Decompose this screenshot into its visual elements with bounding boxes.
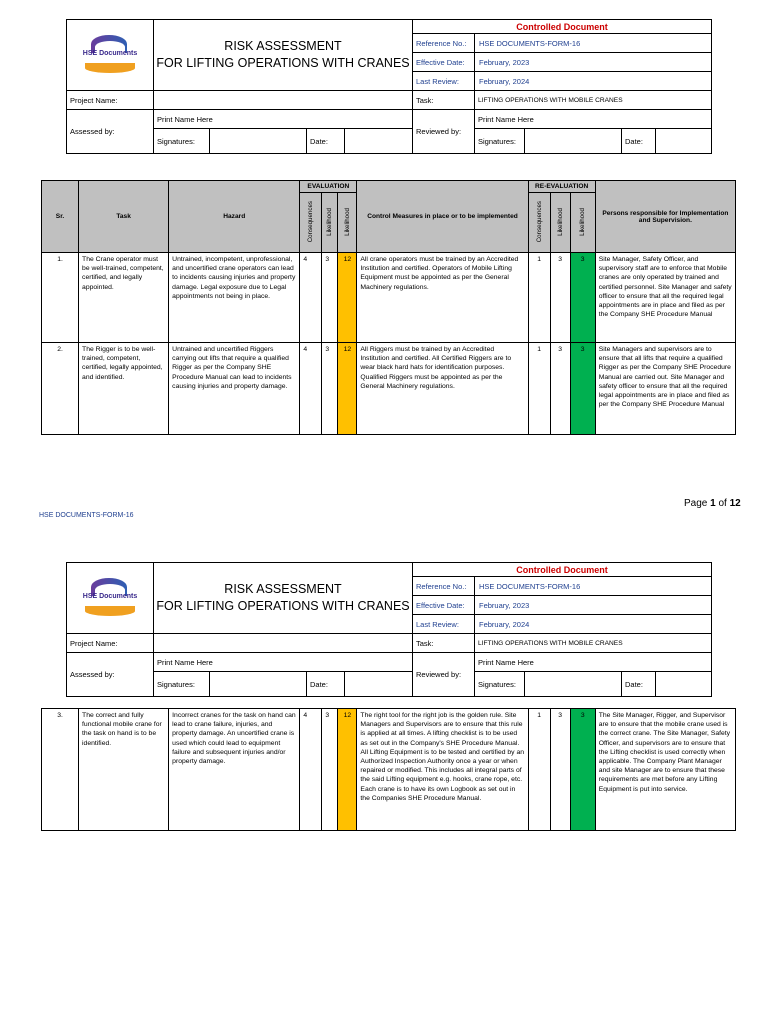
task-label: Task: <box>413 634 475 653</box>
re-evaluation-header: RE-EVALUATION <box>528 181 595 193</box>
consequences-header: Consequences <box>300 193 322 253</box>
risk-table <box>41 708 736 831</box>
document-header <box>66 562 712 697</box>
evaluation-header: EVALUATION <box>300 181 357 193</box>
reference-value: HSE DOCUMENTS-FORM-16 <box>475 34 712 53</box>
assessed-sign-row <box>154 129 413 154</box>
residual-risk-rating: 3 <box>570 343 595 435</box>
reviewed-date-field[interactable] <box>656 129 712 153</box>
assessed-print-name[interactable]: Print Name Here <box>154 110 413 129</box>
sr-header: Sr. <box>42 181 79 253</box>
re-likelihood-header: Likelihood <box>550 193 570 253</box>
reference-label: Reference No.: <box>413 34 475 53</box>
reviewed-date-cell <box>622 129 712 154</box>
hazard-header: Hazard <box>169 181 300 253</box>
document-title: RISK ASSESSMENT FOR LIFTING OPERATIONS WITH CRANES <box>154 20 413 91</box>
reviewed-signature-field[interactable] <box>525 672 622 697</box>
signatures-label: Signatures: <box>157 136 195 146</box>
footer-form-reference: HSE DOCUMENTS-FORM-16 <box>39 512 134 519</box>
controlled-document-label: Controlled Document <box>413 20 712 34</box>
table-row: 2. The Rigger is to be well-trained, competent, certified, legally appointed, and identified. Untrained and uncertified Riggers carrying out lifts that require a qualified Rigger as per the Company SHE Procedure Manual can lead to incidents causing injuries and property damage. 4 3 12 All Riggers must be trained by an Accredited Institution and certified. All Certified Riggers are to wear black hard hats for identification purposes. Qualified Riggers must be appointed as per the General Machinery regulations. 1 3 3 Site Managers and supervisors are to ensure that all lifts that require a qualified Rigger as per the Company SHE Procedure Manual are carried out. Site Manager and safety officer to ensure that all the required legal appointments are in place and filed as per the Company SHE Procedure Manual <box>42 343 736 435</box>
assessed-date-field[interactable] <box>345 129 413 153</box>
date-label: Date: <box>625 136 643 146</box>
document-title: RISK ASSESSMENT FOR LIFTING OPERATIONS WITH CRANES <box>154 563 413 634</box>
controlled-document-label: Controlled Document <box>413 563 712 577</box>
logo-cell <box>67 20 154 91</box>
assessed-signature-field[interactable] <box>210 129 307 153</box>
task-header: Task <box>79 181 169 253</box>
task-value: LIFTING OPERATIONS WITH MOBILE CRANES <box>475 634 712 653</box>
signatures-label: Signatures: <box>157 679 195 689</box>
reviewed-signature-field[interactable] <box>525 129 622 154</box>
date-label: Date: <box>625 679 643 689</box>
project-name-label: Project Name: <box>67 91 154 110</box>
assessed-date-field[interactable] <box>345 672 413 696</box>
persons-header: Persons responsible for Implementation and Supervision. <box>595 181 735 253</box>
logo-cell <box>67 563 154 634</box>
risk-table <box>41 180 736 435</box>
reviewed-print-name[interactable]: Print Name Here <box>475 653 712 672</box>
reviewed-print-name[interactable]: Print Name Here <box>475 110 712 129</box>
risk-rating: 12 <box>338 343 357 435</box>
last-review-value: February, 2024 <box>475 615 712 634</box>
likelihood-header: Likelihood <box>322 193 338 253</box>
document-header <box>66 19 712 154</box>
reviewed-date-cell <box>622 672 712 697</box>
residual-risk-rating: 3 <box>570 253 595 343</box>
hse-documents-logo-icon: HSE Documents <box>81 33 139 77</box>
table-row: 1. The Crane operator must be well-trained, competent, certified, and legally appointed. Untrained, incompetent, unprofessional, and uncertified crane operators can lead to incidents causing injuries and property damage. Legal exposure due to Legal appointments not being in place. 4 3 12 All crane operators must be trained by an Accredited Institution and certified. Operators of Mobile Lifting Equipment must be appointed as per the General Machinery regulations. 1 3 3 Site Manager, Safety Officer, and supervisory staff are to enforce that Mobile cranes are only operated by trained and certified personnel. Site Manager and safety officer to ensure that all the required legal appointments are in place and filed as per the Company SHE Procedure Manual <box>42 253 736 343</box>
reviewed-by-label: Reviewed by: <box>413 110 475 154</box>
assessed-by-label: Assessed by: <box>67 653 154 697</box>
effective-date-label: Effective Date: <box>413 596 475 615</box>
re-consequences-header: Consequences <box>528 193 550 253</box>
reviewed-by-label: Reviewed by: <box>413 653 475 697</box>
table-row: 3. The correct and fully functional mobile crane for the task on hand is to be identified. Incorrect cranes for the task on hand can lead to crane failure, injuries, and property damage. An uncertified crane is used which could lead to equipment failure and subsequent injuries and/or property damage. 4 3 12 The right tool for the right job is the golden rule. Site Managers and Supervisors are to ensure that this rule is applied at all times. A lifting checklist is to be used as set out in the Company's SHE Procedure Manual. All Lifting Equipment is to be tested and certified by an Authorized Inspection Authority once a year or when repaired or modified. This includes all integral parts of the said Lifting equipment e.g. hooks, crane rope, etc. Each crane is to have its own Logbook as set out in the Companies SHE Procedure Manual. 1 3 3 The Site Manager, Rigger, and Supervisor are to ensure that the mobile crane used is the correct crane. The Site Manager, Safety Officer, and supervisors are to ensure that the Lifting checklist is used correctly when applicable. The Company Plant Manager and site Manager are to ensure that these requirements are met before any Lifting Equipment is put into service. <box>42 709 736 831</box>
last-review-label: Last Review: <box>413 72 475 91</box>
assessed-sign-row <box>154 672 413 697</box>
task-value: LIFTING OPERATIONS WITH MOBILE CRANES <box>475 91 712 110</box>
date-label: Date: <box>310 679 328 689</box>
signatures-label: Signatures: <box>475 672 525 697</box>
risk-rating: 12 <box>338 253 357 343</box>
assessed-signature-field[interactable] <box>210 672 307 696</box>
re-likelihood-header: Likelihood <box>570 193 595 253</box>
date-label: Date: <box>310 136 328 146</box>
reviewed-date-field[interactable] <box>656 672 712 696</box>
project-name-field[interactable] <box>154 634 413 653</box>
reference-value: HSE DOCUMENTS-FORM-16 <box>475 577 712 596</box>
last-review-label: Last Review: <box>413 615 475 634</box>
assessed-print-name[interactable]: Print Name Here <box>154 653 413 672</box>
project-name-field[interactable] <box>154 91 413 110</box>
effective-date-value: February, 2023 <box>475 596 712 615</box>
effective-date-label: Effective Date: <box>413 53 475 72</box>
residual-risk-rating: 3 <box>570 709 595 831</box>
effective-date-value: February, 2023 <box>475 53 712 72</box>
hse-documents-logo-icon: HSE Documents <box>81 576 139 620</box>
control-header: Control Measures in place or to be implemented <box>357 181 528 253</box>
risk-rating: 12 <box>338 709 357 831</box>
task-label: Task: <box>413 91 475 110</box>
likelihood-header: Likelihood <box>338 193 357 253</box>
signatures-label: Signatures: <box>475 129 525 154</box>
project-name-label: Project Name: <box>67 634 154 653</box>
assessed-by-label: Assessed by: <box>67 110 154 154</box>
reference-label: Reference No.: <box>413 577 475 596</box>
page-number: Page 1 of 12 <box>684 498 741 509</box>
last-review-value: February, 2024 <box>475 72 712 91</box>
